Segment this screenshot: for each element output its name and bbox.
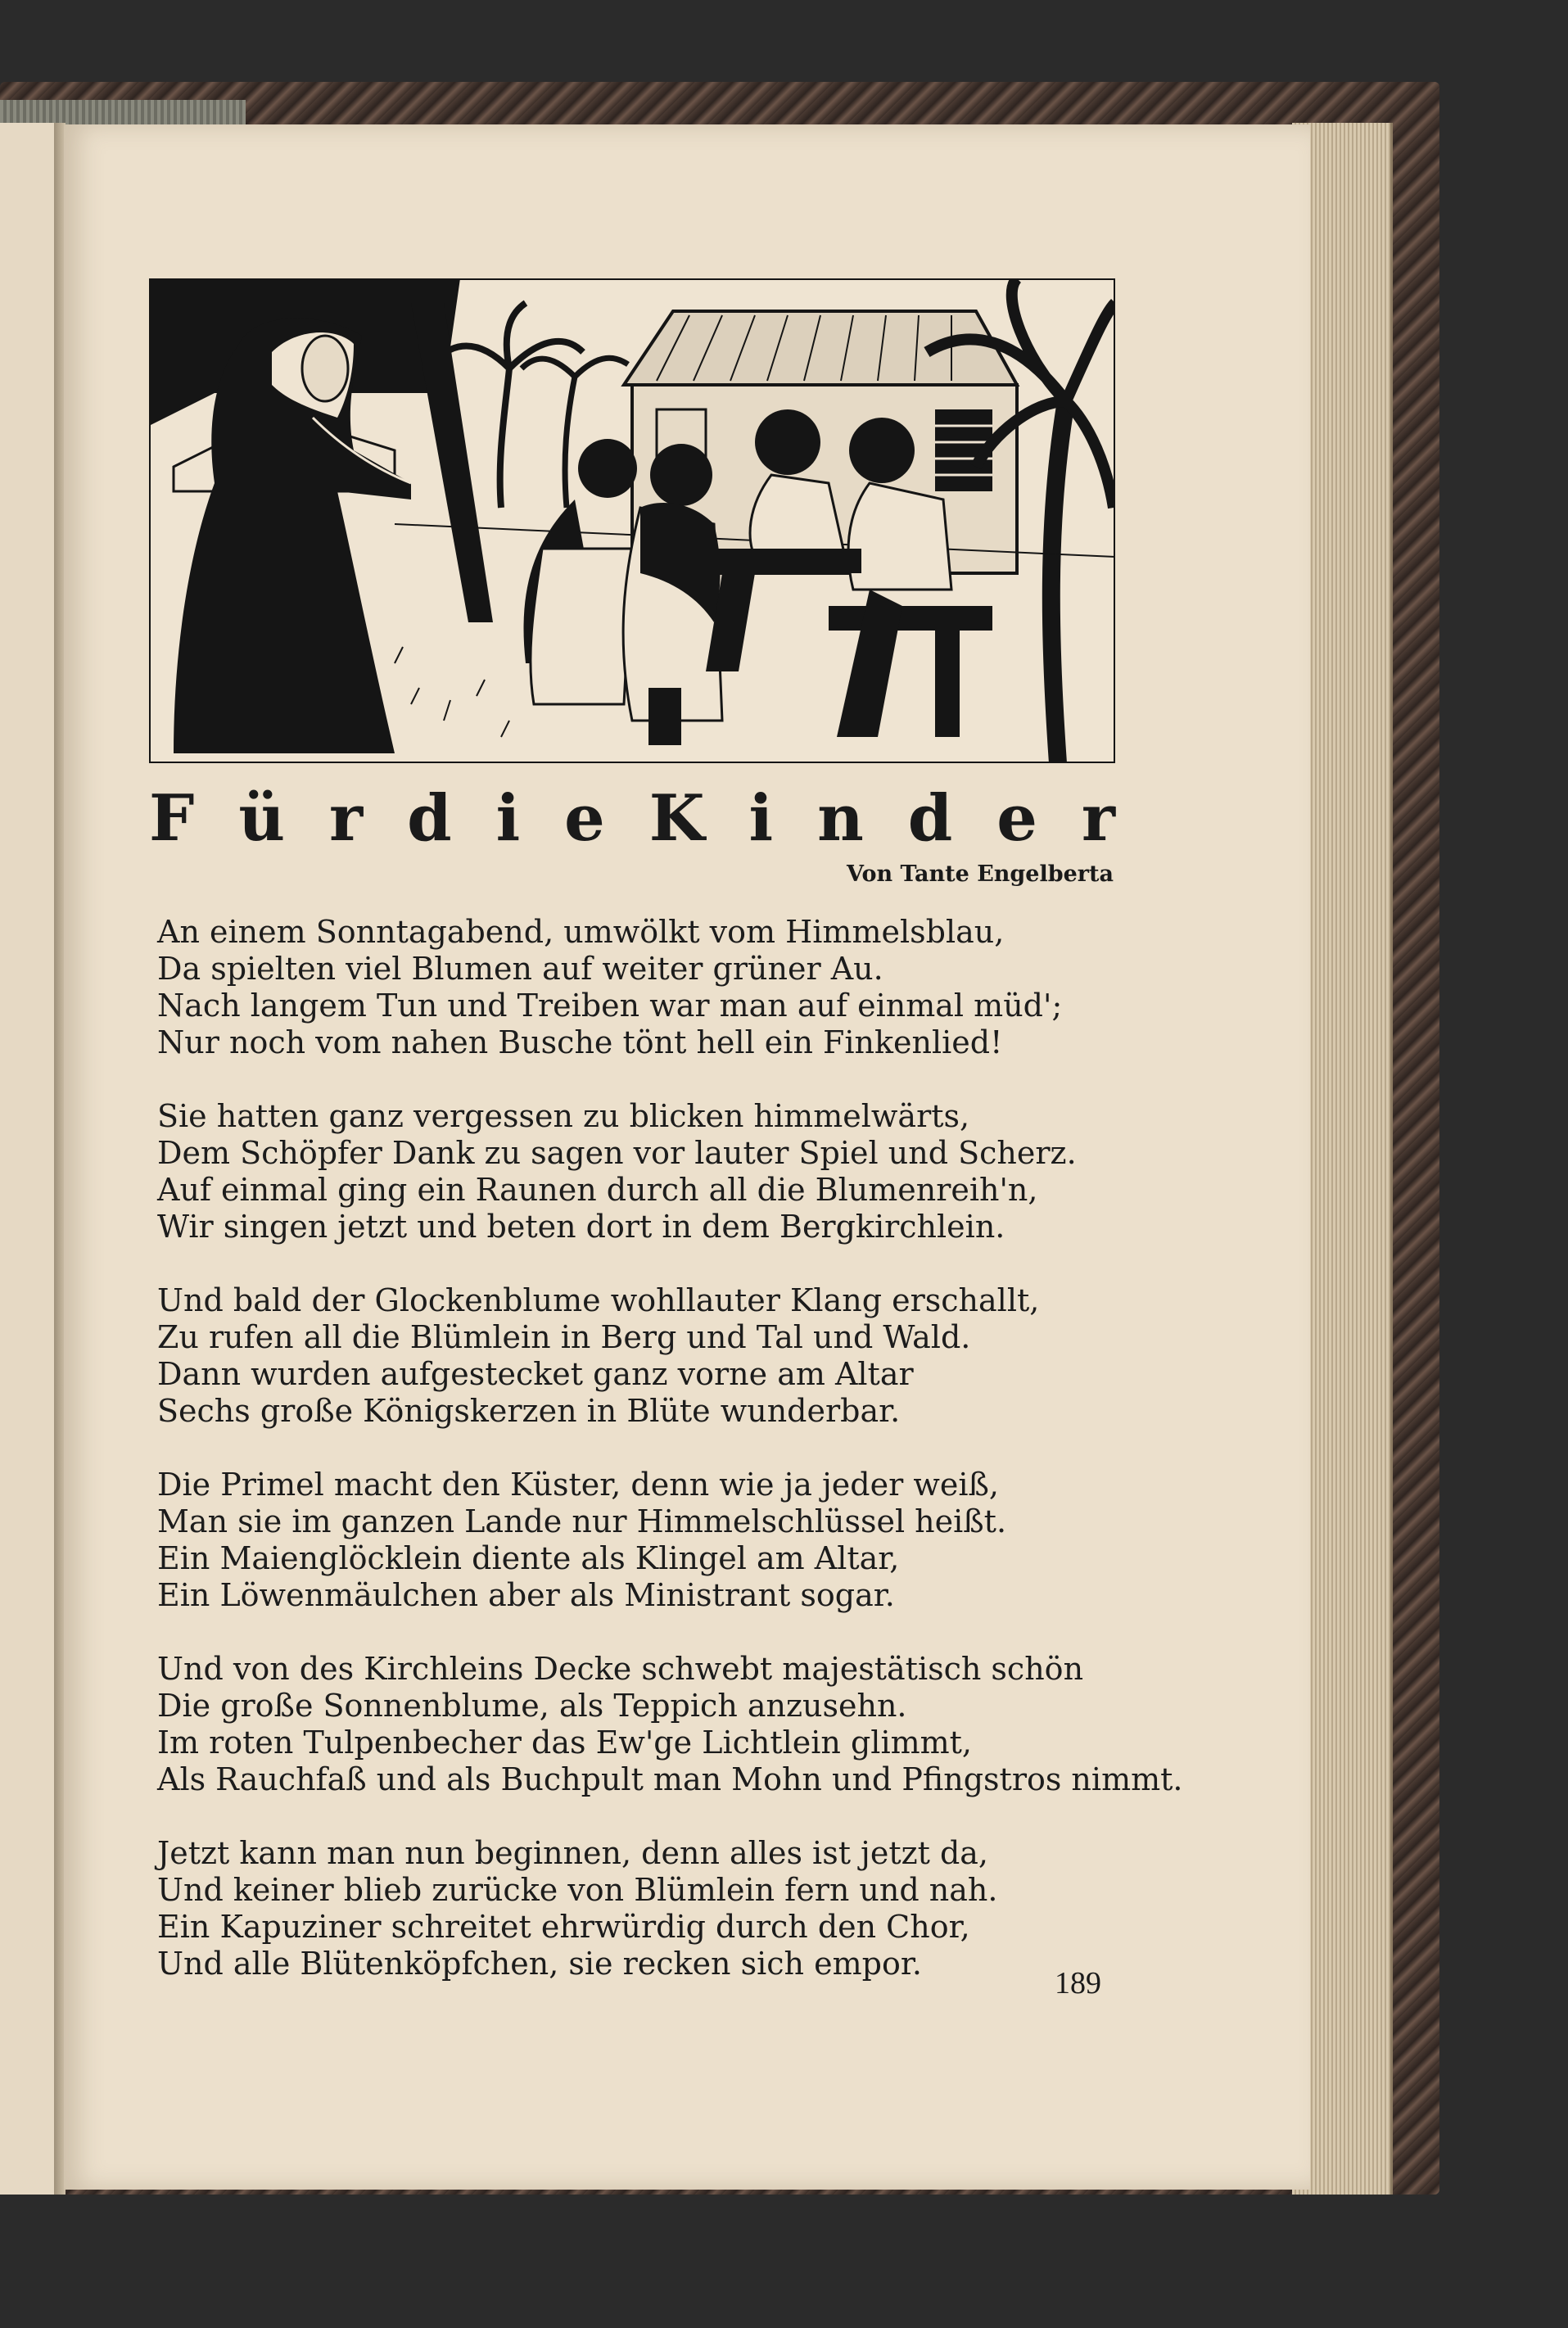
title-letter: r — [329, 781, 364, 856]
poem-stanza — [157, 1835, 1123, 1982]
poem-line: Zu rufen all die Blümlein in Berg und Tal und Wald. — [157, 1319, 971, 1355]
poem-line: Da spielten viel Blumen auf weiter grüner Au. — [157, 951, 883, 987]
poem-line: Nur noch vom nahen Busche tönt hell ein Finkenlied! — [157, 1024, 1003, 1060]
title-letter: d — [407, 781, 452, 856]
poem-line: Sechs große Königskerzen in Blüte wunderbar. — [157, 1393, 901, 1429]
poem-line: Dem Schöpfer Dank zu sagen vor lauter Spiel und Scherz. — [157, 1135, 1077, 1171]
poem-line: Nach langem Tun und Treiben war man auf einmal müd'; — [157, 988, 1063, 1024]
poem-line: Sie hatten ganz vergessen zu blicken himmelwärts, — [157, 1098, 970, 1134]
title-letter: e — [996, 781, 1037, 856]
poem-line: Auf einmal ging ein Raunen durch all die Blumenreih'n, — [157, 1172, 1038, 1208]
poem-line: Wir singen jetzt und beten dort in dem Bergkirchlein. — [157, 1209, 1005, 1245]
poem-stanza — [157, 1282, 1123, 1430]
author-byline: Von Tante Engelberta — [847, 861, 1114, 887]
title-letter: n — [817, 781, 864, 856]
poem-line: Dann wurden aufgestecket ganz vorne am Altar — [157, 1356, 914, 1392]
title-letter: d — [907, 781, 953, 856]
poem-line: Man sie im ganzen Lande nur Himmelschlüssel heißt. — [157, 1503, 1007, 1539]
poem-stanza — [157, 1651, 1183, 1798]
poem-line: Ein Kapuziner schreitet ehrwürdig durch den Chor, — [157, 1909, 970, 1945]
page-number: 189 — [1055, 1966, 1101, 2000]
poem-line: Und von des Kirchleins Decke schwebt majestätisch schön — [157, 1651, 1084, 1687]
poem-line: Ein Maienglöcklein diente als Klingel am Altar, — [157, 1540, 900, 1576]
title-letter: i — [495, 781, 521, 856]
poem-line: Die Primel macht den Küster, denn wie ja jeder weiß, — [157, 1467, 999, 1503]
poem-line: An einem Sonntagabend, umwölkt vom Himmelsblau, — [157, 914, 1005, 950]
poem-line: Und keiner blieb zurücke von Blümlein fern und nah. — [157, 1872, 998, 1908]
title-letter: r — [1081, 781, 1115, 856]
poem-line: Jetzt kann man nun beginnen, denn alles ist jetzt da, — [157, 1835, 989, 1871]
illustration-nun-with-children — [149, 278, 1115, 763]
poem-body — [157, 914, 1183, 2019]
poem-line: Als Rauchfaß und als Buchpult man Mohn und Pfingstros nimmt. — [157, 1761, 1183, 1797]
title-letter: F — [149, 781, 195, 856]
title-letter: i — [748, 781, 774, 856]
poem-title — [149, 778, 1115, 860]
title-letter: K — [648, 781, 705, 856]
poem-line: Im roten Tulpenbecher das Ew'ge Lichtlein glimmt, — [157, 1725, 973, 1761]
title-letter: ü — [238, 781, 286, 856]
poem-line: Und alle Blütenköpfchen, sie recken sich empor. — [157, 1946, 922, 1982]
poem-stanza — [157, 1467, 1123, 1614]
poem-line: Die große Sonnenblume, als Teppich anzusehn. — [157, 1688, 907, 1724]
title-letter: e — [564, 781, 605, 856]
poem-stanza — [157, 1098, 1123, 1245]
poem-line: Ein Löwenmäulchen aber als Ministrant sogar. — [157, 1577, 895, 1613]
poem-line: Und bald der Glockenblume wohllauter Klang erschallt, — [157, 1282, 1040, 1318]
left-page-edge — [0, 123, 57, 2195]
poem-stanza — [157, 914, 1123, 1061]
